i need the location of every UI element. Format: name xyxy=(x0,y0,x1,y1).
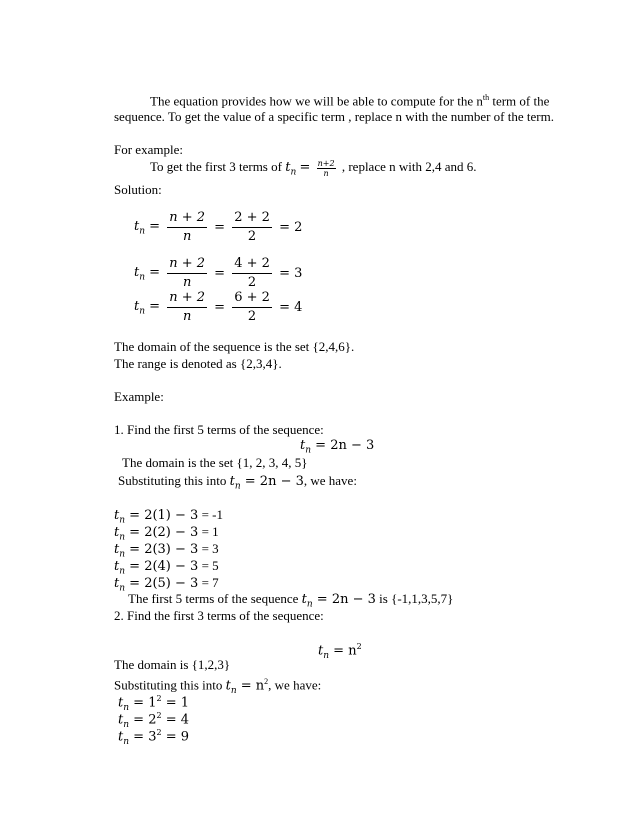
example-1-row-4: $t_n = 2(4) - 3 = 5$ xyxy=(114,558,219,577)
example-1-formula: $t_n = 2n - 3$ xyxy=(300,438,375,456)
example-heading: Example: xyxy=(114,389,164,404)
example-2-formula: $t_n = n^2$ xyxy=(318,642,362,661)
example-2-substitution: Substituting this into $t_n = n^2$, we have: xyxy=(114,677,322,696)
example-1-domain: The domain is the set {1, 2, 3, 4, 5} xyxy=(122,455,308,470)
intro-line-1: The equation provides how we will be able to compute for the $n^{th}$ term of the xyxy=(150,93,550,109)
example-1-row-3: $t_n = 2(3) - 3 = 3$ xyxy=(114,541,219,560)
for-example-line: To get the first 3 terms of $t_n$ = $\frac{n+2}{n}$ , replace n with 2,4 and 6. xyxy=(150,158,477,178)
solution-equation-3: $t_n$ = $\frac{n + 2}{n}$ = $\frac{6 + 2}{2}$ = 4 xyxy=(134,290,303,324)
solution-heading: Solution: xyxy=(114,182,162,197)
domain-text: The domain of the sequence is the set {2,4,6}. xyxy=(114,339,355,354)
example-2-row-3: $t_n = 3^2 = 9$ xyxy=(118,728,189,747)
example-1-row-1: $t_n = 2(1) - 3 = -1$ xyxy=(114,507,223,526)
example-2-title: 2. Find the first 3 terms of the sequence: xyxy=(114,608,324,623)
solution-equation-2: $t_n$ = $\frac{n + 2}{n}$ = $\frac{4 + 2}{2}$ = 3 xyxy=(134,256,303,290)
intro-line-2: sequence. To get the value of a specific term , replace n with the number of the term. xyxy=(114,109,554,124)
example-1-title: 1. Find the first 5 terms of the sequence: xyxy=(114,422,324,437)
solution-equation-1: $t_n$ = $\frac{n + 2}{n}$ = $\frac{2 + 2}{2}$ = 2 xyxy=(134,210,303,244)
example-2-domain: The domain is {1,2,3} xyxy=(114,657,231,672)
example-1-conclusion: The first 5 terms of the sequence $t_n = 2n - 3$ is {-1,1,3,5,7} xyxy=(128,591,454,610)
for-example-heading: For example: xyxy=(114,142,183,157)
example-1-row-5: $t_n = 2(5) - 3 = 7$ xyxy=(114,575,219,594)
example-1-row-2: $t_n = 2(2) - 3 = 1$ xyxy=(114,524,219,543)
range-text: The range is denoted as {2,3,4}. xyxy=(114,356,282,371)
example-1-substitution: Substituting this into $t_n = 2n - 3$, we have: xyxy=(118,473,357,492)
example-2-row-1: $t_n = 1^2 = 1$ xyxy=(118,694,189,713)
example-2-row-2: $t_n = 2^2 = 4$ xyxy=(118,711,189,730)
